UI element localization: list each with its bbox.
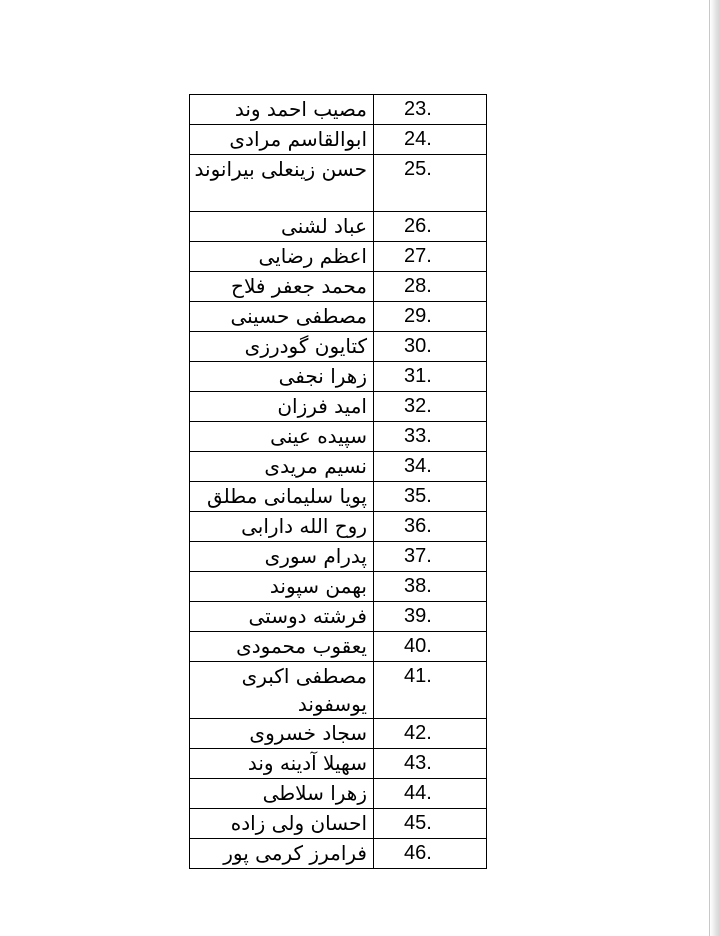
name-cell: اعظم رضایی — [190, 242, 374, 272]
name-cell: حسن زینعلی بیرانوند — [190, 155, 374, 212]
row-number: 32. — [374, 392, 487, 422]
name-cell: یعقوب محمودی — [190, 632, 374, 662]
row-number: 44. — [374, 779, 487, 809]
name-cell: فرشته دوستی — [190, 602, 374, 632]
table-row — [190, 512, 487, 542]
row-number: 40. — [374, 632, 487, 662]
name-cell: نسیم مریدی — [190, 452, 374, 482]
row-number: 41. — [374, 662, 487, 719]
table-row — [190, 602, 487, 632]
table-row — [190, 155, 487, 212]
name-cell: ابوالقاسم مرادی — [190, 125, 374, 155]
table-row — [190, 839, 487, 869]
name-cell: امید فرزان — [190, 392, 374, 422]
name-cell: زهرا سلاطی — [190, 779, 374, 809]
name-cell: بهمن سپوند — [190, 572, 374, 602]
name-cell: فرامرز کرمی پور — [190, 839, 374, 869]
table-row — [190, 632, 487, 662]
name-cell: روح الله دارابی — [190, 512, 374, 542]
table-row — [190, 482, 487, 512]
row-number: 43. — [374, 749, 487, 779]
row-number: 26. — [374, 212, 487, 242]
table-row — [190, 242, 487, 272]
table-row — [190, 392, 487, 422]
table-row — [190, 125, 487, 155]
table-row — [190, 779, 487, 809]
row-number: 27. — [374, 242, 487, 272]
table-row — [190, 749, 487, 779]
row-number: 35. — [374, 482, 487, 512]
name-cell: پدرام سوری — [190, 542, 374, 572]
name-cell: احسان ولی زاده — [190, 809, 374, 839]
name-cell: پویا سلیمانی مطلق — [190, 482, 374, 512]
name-cell: مصطفی اکبری یوسفوند — [190, 662, 374, 719]
name-cell: زهرا نجفی — [190, 362, 374, 392]
name-cell: سجاد خسروی — [190, 719, 374, 749]
row-number: 23. — [374, 95, 487, 125]
row-number: 39. — [374, 602, 487, 632]
table-row — [190, 422, 487, 452]
row-number: 30. — [374, 332, 487, 362]
name-cell: عباد لشنی — [190, 212, 374, 242]
name-cell: مصطفی حسینی — [190, 302, 374, 332]
row-number: 36. — [374, 512, 487, 542]
row-number: 42. — [374, 719, 487, 749]
names-table-body — [190, 95, 487, 869]
table-row — [190, 542, 487, 572]
row-number: 31. — [374, 362, 487, 392]
names-table — [189, 94, 487, 869]
row-number: 34. — [374, 452, 487, 482]
table-row — [190, 362, 487, 392]
name-cell: سپیده عینی — [190, 422, 374, 452]
name-cell: سهیلا آدینه وند — [190, 749, 374, 779]
table-row — [190, 719, 487, 749]
row-number: 46. — [374, 839, 487, 869]
page-edge-shadow — [709, 0, 720, 936]
table-row — [190, 95, 487, 125]
row-number: 25. — [374, 155, 487, 212]
table-row — [190, 302, 487, 332]
row-number: 28. — [374, 272, 487, 302]
name-cell: مصیب احمد وند — [190, 95, 374, 125]
table-row — [190, 662, 487, 719]
table-row — [190, 452, 487, 482]
name-cell: کتایون گودرزی — [190, 332, 374, 362]
table-row — [190, 272, 487, 302]
row-number: 24. — [374, 125, 487, 155]
table-row — [190, 572, 487, 602]
table-row — [190, 212, 487, 242]
row-number: 38. — [374, 572, 487, 602]
row-number: 29. — [374, 302, 487, 332]
row-number: 37. — [374, 542, 487, 572]
table-row — [190, 809, 487, 839]
row-number: 45. — [374, 809, 487, 839]
table-row — [190, 332, 487, 362]
name-cell: محمد جعفر فلاح — [190, 272, 374, 302]
row-number: 33. — [374, 422, 487, 452]
